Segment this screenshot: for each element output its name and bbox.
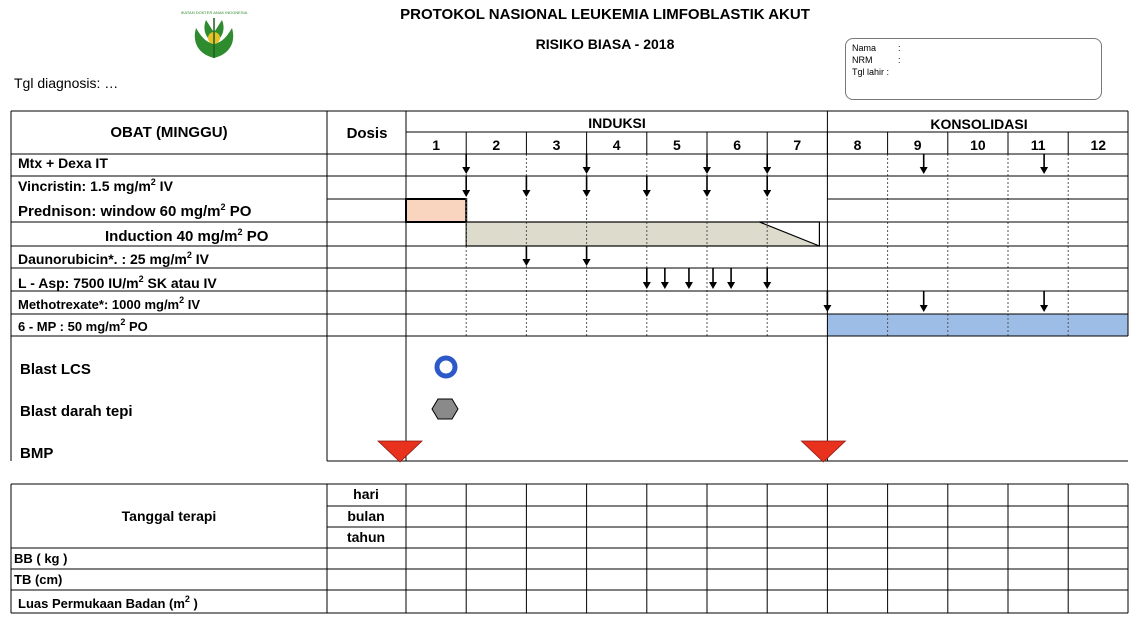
row-daunorubicin: Daunorubicin*. : 25 $mg/m^2$ IV [18,250,209,267]
diagnosis-date-label: Tgl diagnosis: … [14,75,119,91]
week-number-4: 4 [612,137,621,153]
week-number-2: 2 [492,137,501,153]
week-number-11: 11 [1030,137,1046,153]
week-number-5: 5 [673,137,681,153]
row-l-asp: L - Asp: 7500 $IU/m^2$ SK atau IV [18,274,217,291]
arrow-vincristin-week-5 [643,190,651,197]
nrm-label: NRM [852,55,873,65]
week-number-12: 12 [1090,137,1107,153]
row-blast-lcs: Blast LCS [20,361,91,378]
bmp-triangle-week-8 [801,441,845,462]
arrow-mtx-week-4 [583,167,591,174]
arrow-l-asp-2 [685,282,693,289]
blast-darah-marker [432,399,458,419]
week-number-1: 1 [432,137,440,153]
arrow-vincristin-week-7 [763,190,771,197]
arrow-l-asp-3 [709,282,717,289]
arrow-l-asp-4 [727,282,735,289]
row-blast-darah-tepi: Blast darah tepi [20,403,133,420]
label-bulan: bulan [347,508,385,524]
row-vincristin: Vincristin: 1.5 $mg/m^2$ IV [18,177,173,194]
row-tanggal-terapi: Tanggal terapi [121,508,217,524]
mp6-bar [827,314,1128,336]
arrow-methotrexate-week-9 [920,305,928,312]
nrm-sep: : [898,55,901,65]
row-bb: BB ( kg ) [14,551,68,566]
arrow-daunorubicin-week-3 [522,259,530,266]
prednison-window-bar [406,199,466,222]
row-luas-permukaan-badan: Luas Permukaan Badan ($m^2$ ) [18,594,198,611]
label-hari: hari [353,486,379,502]
arrow-methotrexate-week-11 [1040,305,1048,312]
document-title: PROTOKOL NASIONAL LEUKEMIA LIMFOBLASTIK AKUT [400,6,810,23]
arrow-vincristin-week-6 [703,190,711,197]
arrow-mtx-week-6 [703,167,711,174]
col-obat-header: OBAT (MINGGU) [110,124,228,141]
phase-induksi: INDUKSI [588,115,646,131]
arrow-methotrexate-week-7 [823,305,831,312]
col-dosis-header: Dosis [346,125,388,142]
arrow-l-asp-0 [643,282,651,289]
row-bmp: BMP [20,445,54,462]
document-subtitle: RISIKO BIASA - 2018 [535,36,675,52]
nama-label: Nama [852,43,877,53]
row-6-mp: 6 - MP : 50 $mg/m^2$ PO [18,317,148,334]
tgl-lahir-label: Tgl lahir : [852,67,890,77]
week-number-3: 3 [552,137,561,153]
arrow-mtx-week-11 [1040,167,1048,174]
bmp-triangle-week-1 [378,441,422,462]
blast-lcs-marker [437,358,455,376]
week-number-8: 8 [853,137,862,153]
week-number-6: 6 [733,137,741,153]
arrow-mtx-week-7 [763,167,771,174]
phase-konsolidasi: KONSOLIDASI [930,116,1028,132]
row-mtx-dexa: Mtx + Dexa IT [18,155,108,171]
arrow-mtx-week-2 [462,167,470,174]
arrow-mtx-week-9 [920,167,928,174]
week-number-9: 9 [913,137,922,153]
arrow-l-asp-5 [763,282,771,289]
row-induction: Induction 40 $mg/m^2$ PO [105,227,269,245]
label-tahun: tahun [346,529,386,545]
arrow-vincristin-week-4 [583,190,591,197]
arrow-vincristin-week-3 [522,190,530,197]
row-prednison: Prednison: window 60 $mg/m^2$ PO [18,202,252,220]
logo-text: IKATAN DOKTER ANAK INDONESIA [180,10,248,15]
arrow-daunorubicin-week-4 [583,259,591,266]
week-number-10: 10 [970,137,986,153]
arrow-vincristin-week-2 [462,190,470,197]
week-number-7: 7 [793,137,802,153]
nama-sep: : [898,43,901,53]
row-methotrexate: Methotrexate*: 1000 $mg/m^2$ IV [18,295,201,312]
row-tb: TB (cm) [14,572,63,587]
prednison-induction-bar [466,222,819,246]
arrow-l-asp-1 [661,282,669,289]
